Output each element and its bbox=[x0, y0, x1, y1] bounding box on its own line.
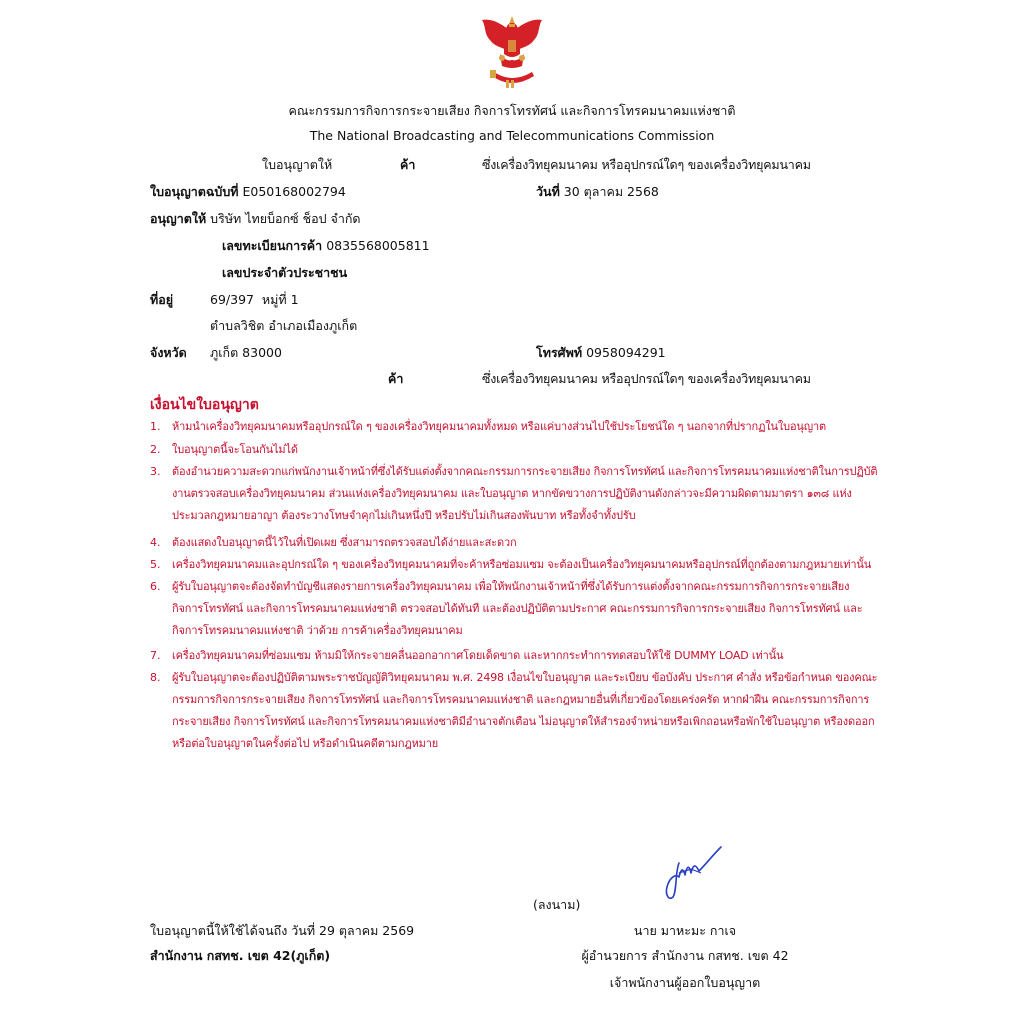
phone-value: 0958094291 bbox=[586, 345, 666, 360]
citizen-id-label: เลขประจำตัวประชาชน bbox=[222, 265, 348, 280]
address-label: ที่อยู่ bbox=[150, 292, 174, 307]
license-number-value: E050168002794 bbox=[242, 184, 346, 199]
license-number bbox=[150, 182, 346, 202]
signer-name: นาย มาหะมะ กาเจ bbox=[633, 923, 737, 938]
condition-item-7 bbox=[150, 645, 880, 667]
condition-number: 1. bbox=[150, 420, 161, 433]
citizen-id bbox=[222, 263, 347, 283]
phone-label: โทรศัพท์ bbox=[536, 345, 583, 360]
province-label: จังหวัด bbox=[150, 345, 187, 360]
trade-registration-value: 0835568005811 bbox=[326, 238, 430, 253]
condition-number: 8. bbox=[150, 671, 161, 684]
license-prefix: ใบอนุญาตให้ bbox=[262, 157, 333, 172]
license-number-label: ใบอนุญาตฉบับที่ bbox=[150, 184, 239, 199]
condition-item-8 bbox=[150, 667, 880, 755]
condition-number: 5. bbox=[150, 558, 161, 571]
condition-item-5 bbox=[150, 554, 880, 576]
phone bbox=[536, 343, 666, 363]
condition-text: ใบอนุญาตนี้จะโอนกันไม่ได้ bbox=[172, 443, 298, 456]
license-action: ค้า bbox=[400, 157, 416, 172]
address-line2: ตำบลวิชิต อำเภอเมืองภูเก็ต bbox=[210, 318, 358, 333]
condition-number: 3. bbox=[150, 465, 161, 478]
condition-text: ผู้รับใบอนุญาตจะต้องจัดทำบัญชีแสดงรายการเครื่องวิทยุคมนาคม เพื่อให้พนักงานเจ้าหน้าที่ซึ่งได้รับการแต่งตั้งจากคณะกรรมการกิจการกระจายเสียง กิจการโทรทัศน์ และกิจการโทรคมนาคมแห่งชาติ ตรวจสอบได้ทันที และต้องปฏิบัติตามประกาศ คณะกรรมการกิจการกระจายเสียง กิจการโทรทัศน์ และกิจการโทรคมนาคมแห่งชาติ ว่าด้วย การค้าเครื่องวิทยุคมนาคม bbox=[172, 580, 863, 637]
activity-action: ค้า bbox=[388, 371, 404, 386]
condition-item-1 bbox=[150, 416, 880, 438]
condition-number: 2. bbox=[150, 443, 161, 456]
condition-item-4 bbox=[150, 532, 880, 554]
condition-number: 6. bbox=[150, 580, 161, 593]
license-subject: ซึ่งเครื่องวิทยุคมนาคม หรืออุปกรณ์ใดๆ ของเครื่องวิทยุคมนาคม bbox=[482, 157, 811, 172]
condition-text: ต้องอำนวยความสะดวกแก่พนักงานเจ้าหน้าที่ซึ่งได้รับแต่งตั้งจากคณะกรรมการกระจายเสียง กิจการโทรทัศน์ และกิจการโทรคมนาคมแห่งชาติในการปฏิบัติงานตรวจสอบเครื่องวิทยุคมนาคม ส่วนแห่งเครื่องวิทยุคมนาคม และใบอนุญาต หากขัดขวางการปฏิบัติงานดังกล่าวจะมีความผิดตามมาตรา ๑๓๘ แห่งประมวลกฎหมายอาญา ต้องระวางโทษจำคุกไม่เกินหนึ่งปี หรือปรับไม่เกินสองพันบาท หรือทั้งจำทั้งปรับ bbox=[172, 465, 878, 522]
sign-label: (ลงนาม) bbox=[533, 897, 581, 912]
agency-name-th: คณะกรรมการกิจการกระจายเสียง กิจการโทรทัศน์ และกิจการโทรคมนาคมแห่งชาติ bbox=[288, 103, 736, 118]
trade-registration-label: เลขทะเบียนการค้า bbox=[222, 238, 323, 253]
condition-text: ผู้รับใบอนุญาตจะต้องปฏิบัติตามพระราชบัญญัติวิทยุคมนาคม พ.ศ. 2498 เงื่อนไขใบอนุญาต และระเบียบ ข้อบังคับ ประกาศ คำสั่ง หรือข้อกำหนด ของคณะกรรมการกิจการกระจายเสียง กิจการโทรทัศน์ และกิจการโทรคมนาคมแห่งชาติ และกฎหมายอื่นที่เกี่ยวข้องโดยเคร่งครัด หากฝ่าฝืน คณะกรรมการกิจการกระจายเสียง กิจการโทรทัศน์ และกิจการโทรคมนาคมแห่งชาติมีอำนาจตักเตือน ไม่อนุญาตให้สำรองจำหน่ายหรือเพิกถอนหรือพักใช้ใบอนุญาต หรืองดออกหรือต่อใบอนุญาตในครั้งต่อไป หรือดำเนินคดีตามกฎหมาย bbox=[172, 671, 878, 750]
signature-icon bbox=[655, 843, 727, 903]
condition-item-6 bbox=[150, 576, 880, 642]
condition-number: 7. bbox=[150, 649, 161, 662]
address-line1: 69/397 หมู่ที่ 1 bbox=[210, 292, 299, 307]
issuing-office: สำนักงาน กสทช. เขต 42(ภูเก็ต) bbox=[150, 948, 331, 963]
valid-until: ใบอนุญาตนี้ให้ใช้ได้จนถึง วันที่ 29 ตุลาคม 2569 bbox=[150, 923, 415, 938]
condition-text: ห้ามนำเครื่องวิทยุคมนาคมหรืออุปกรณ์ใด ๆ ของเครื่องวิทยุคมนาคมทั้งหมด หรือแค่บางส่วนไปใช้ประโยชน์ใด ๆ นอกจากที่ปรากฏในใบอนุญาต bbox=[172, 420, 827, 433]
licensee-value: บริษัท ไทยบ็อกซ์ ช็อป จำกัด bbox=[210, 211, 361, 226]
condition-text: เครื่องวิทยุคมนาคมและอุปกรณ์ใด ๆ ของเครื่องวิทยุคมนาคมที่จะค้าหรือซ่อมแซม จะต้องเป็นเครื่องวิทยุคมนาคมหรืออุปกรณ์ที่ถูกต้องตามกฎหมายเท่านั้น bbox=[172, 558, 872, 571]
signer-role: เจ้าพนักงานผู้ออกใบอนุญาต bbox=[609, 975, 761, 990]
signer-title: ผู้อำนวยการ สำนักงาน กสทช. เขต 42 bbox=[581, 948, 789, 963]
condition-number: 4. bbox=[150, 536, 161, 549]
condition-text: ต้องแสดงใบอนุญาตนี้ไว้ในที่เปิดเผย ซึ่งสามารถตรวจสอบได้ง่ายและสะดวก bbox=[172, 536, 517, 549]
issue-date-label: วันที่ bbox=[536, 184, 560, 199]
garuda-emblem-icon bbox=[476, 10, 548, 92]
issue-date bbox=[536, 182, 659, 202]
licensee bbox=[150, 209, 361, 229]
condition-item-3 bbox=[150, 461, 880, 527]
condition-text: เครื่องวิทยุคมนาคมที่ซ่อมแซม ห้ามมิให้กระจายคลื่นออกอากาศโดยเด็ดขาด และหากกระทำการทดสอบให้ใช้ DUMMY LOAD เท่านั้น bbox=[172, 649, 784, 662]
issue-date-value: 30 ตุลาคม 2568 bbox=[563, 184, 659, 199]
activity-subject: ซึ่งเครื่องวิทยุคมนาคม หรืออุปกรณ์ใดๆ ของเครื่องวิทยุคมนาคม bbox=[482, 371, 811, 386]
licensee-label: อนุญาตให้ bbox=[150, 211, 207, 226]
agency-name-en: The National Broadcasting and Telecommunications Commission bbox=[309, 128, 715, 143]
trade-registration bbox=[222, 236, 430, 256]
condition-item-2 bbox=[150, 439, 880, 461]
province-value: ภูเก็ต 83000 bbox=[210, 345, 282, 360]
conditions-title: เงื่อนไขใบอนุญาต bbox=[150, 397, 259, 413]
